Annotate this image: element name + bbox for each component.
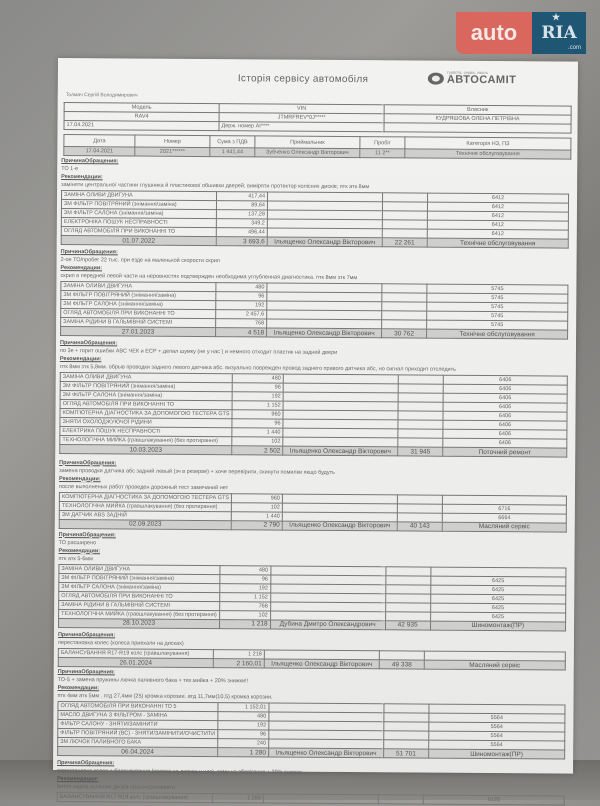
item-price: 349,2 — [216, 219, 267, 228]
item-name: ЗМ ФІЛЬТР САЛОНА (знімання/заміна) — [59, 582, 220, 592]
visit-category: Технічне обслуговування — [427, 238, 568, 248]
item-name: ТЕХНОЛОГІЧНА МИЙКА (гравшлакування) (без протирання) — [60, 436, 232, 446]
visit-date: 06.04.2024 — [58, 747, 218, 757]
table-row — [57, 793, 564, 806]
item-code: 6406 — [443, 438, 567, 448]
recommendation-label: Рекомендации: — [59, 356, 102, 363]
visit-reason: ТО расширено — [58, 539, 97, 546]
visit-sum: 3 693,6 — [216, 237, 267, 246]
item-price: 1 152 — [219, 592, 270, 601]
visit-reason: перестановка колес (колеса приехали на дисках) — [57, 640, 184, 647]
brand-tagline: турбота, сервіс, якість — [446, 69, 489, 76]
visit-recommendation: после выполненых работ проведен дорожный тест замечаний нет — [58, 483, 229, 491]
visit-sum: 2 502 — [232, 446, 283, 455]
col-receiver: Приймальник — [255, 136, 360, 149]
item-name: ЗАМІНА ОЛИВИ ДВИГУНА — [62, 191, 217, 201]
visit-reason: 2-ое ТО/пробег 22 тыс. при езде на маленькой скорости скрип — [60, 257, 220, 265]
info-value-vin: JTMRFREV*0J***** — [219, 113, 384, 123]
visit-sum: 2 160,01 — [213, 659, 264, 668]
visit-receiver: Ільященко Олександр Вікторович — [267, 237, 382, 247]
item-code: 6425 — [430, 585, 565, 595]
recommendation-label: Рекомендации: — [56, 776, 99, 783]
info-header-model: Модель — [64, 103, 219, 113]
col-category: Категорія НЗ, ПЗ — [405, 137, 571, 150]
visit-mileage: 49 338 — [379, 660, 424, 669]
item-price: 1 440 — [231, 511, 282, 520]
item-price: 480 — [216, 283, 267, 292]
info-header-owner: Власник — [384, 105, 571, 115]
visit-mileage: 42 935 — [385, 620, 430, 629]
visit-recommendation: птк 4мм атк 5мм . птд 27,4мм (25) кромка корозии. атд 11,7мм(10,5) кромка корозии. — [57, 693, 273, 701]
item-price: 768 — [219, 601, 270, 610]
item-code: 6425 — [430, 612, 565, 622]
col-mileage: Пробіг — [360, 137, 405, 149]
visit-items-table — [60, 281, 568, 340]
item-code: 6406 — [443, 429, 567, 439]
item-code: 6716 — [442, 504, 566, 514]
item-name: БАЛАНСУВАННЯ R17-R19 колс (гравшлакування) — [58, 649, 213, 659]
item-code: 6412 — [427, 202, 568, 212]
reg-label: Держ. номер — [221, 123, 255, 130]
visit-reason: замена проводки датчика абс задний левый (зч в резерве) + хоче перевірити, скинути помилки якщо будуть — [59, 467, 336, 476]
visit-category: Шиномонтаж(ПР) — [430, 621, 565, 631]
item-price: 192 — [232, 392, 283, 401]
recommendation-label: Рекомендации: — [60, 265, 103, 272]
visit-sum: 1 218 — [219, 619, 270, 628]
reason-label: ПричинаОбращения: — [57, 632, 116, 639]
item-code: 6406 — [443, 420, 567, 430]
item-code: 5564 — [429, 722, 565, 732]
recommendation-label: Рекомендации: — [61, 174, 103, 181]
visits-header-table — [63, 134, 571, 160]
visit-reason: перестановка колес + балансування (колеса на дисках у нас), зиму на зберігання + 20% знижки — [57, 768, 302, 776]
visit-receiver: Дубина Дмитро Олександрович — [270, 619, 385, 629]
autoria-auto-text: auto — [456, 12, 532, 54]
item-code: 5745 — [427, 311, 568, 321]
visit-date: 02.09.2023 — [59, 519, 231, 529]
item-code: 6412 — [427, 229, 568, 239]
visit-reason: ТО-5 + замена пружины лючка паливного бака + тех.мийка + 20% знижки!! — [57, 677, 249, 685]
item-price: 960 — [232, 410, 283, 419]
visit-mileage: 51 701 — [383, 749, 428, 758]
visit-mileage: 22 261 — [382, 238, 427, 247]
visit-items-table — [58, 648, 566, 671]
item-price: 96 — [219, 574, 270, 583]
item-price: 96 — [218, 730, 269, 739]
visit-items-table — [59, 372, 568, 458]
col-date: Дата — [64, 135, 135, 147]
item-price: 96 — [232, 383, 283, 392]
item-name: БАЛАНСУВАННЯ R17-R19 колс (гравшлакування) — [57, 793, 212, 803]
visit-category: Масляний сервіс — [424, 660, 565, 670]
col-number: Номер — [135, 135, 210, 148]
reason-label: ПричинаОбращения: — [57, 760, 115, 767]
visit-items-table — [57, 701, 565, 760]
vehicle-info-table — [63, 102, 571, 134]
item-code: 6412 — [427, 220, 568, 230]
visit-receiver: Ільященко Олександр Вікторович — [267, 328, 382, 338]
autoria-watermark — [456, 12, 586, 54]
item-price: 192 — [218, 721, 269, 730]
visit-sum: 1 280 — [217, 748, 268, 757]
info-value-model: RAV4 — [64, 112, 219, 122]
visit-sum: 2 790 — [231, 520, 282, 529]
item-price: 89,64 — [216, 201, 267, 210]
item-code: 6406 — [443, 375, 567, 385]
item-name: ЗМ ФІЛЬТР САЛОНА (знімання/заміна) — [61, 209, 216, 219]
item-name: ОГЛЯД АВТОМОБІЛЯ ПРИ ВИКОНАННІ ТО — [61, 309, 216, 319]
info-header-vin: VIN — [219, 104, 384, 114]
autoria-com-text: .com — [567, 45, 581, 51]
reason-label: ПричинаОбращения: — [59, 340, 118, 347]
item-name: ЗАМІНА ОЛИВИ ДВИГУНА — [61, 282, 216, 292]
item-name: ФІЛЬТР ПОВІТРЯНИЙ (ВС) - ЗНЯТИ/ЗАМІНИТИ/ОЧИСТИТИ — [58, 729, 218, 739]
autoria-ria-text: RIA — [541, 23, 577, 43]
visit-receiver: Ільященко Олександр Вікторович — [283, 446, 398, 456]
visit-recommendation: скрип в передней левой части на неровностях подтвержден необходима углубленная диагностика. птк 8мм зтк 7мм — [60, 273, 358, 282]
visit-recommendation: биття задніх колісних дисків проконтролювати — [56, 784, 176, 791]
item-name: МАСЛО ДВИГУНА З ФІЛЬТРОМ - ЗАМІНА — [58, 711, 218, 721]
visit-sum: 4 518 — [216, 328, 267, 337]
item-code: 6425 — [430, 594, 565, 604]
item-price: 240 — [218, 739, 269, 748]
item-name: ЗМ ЛЮЧОК ПАЛИВНОГО БАКА — [58, 738, 218, 748]
visit-reason: ТО 1-е — [61, 166, 79, 173]
reason-label: ПричинаОбращения: — [59, 459, 117, 466]
item-name: ЗМ ФІЛЬТР ПОВІТРЯНИЙ (знімання/заміна) — [60, 382, 232, 392]
item-code: 6406 — [443, 384, 567, 394]
item-code: 5745 — [427, 320, 568, 330]
reason-label: ПричинаОбращения: — [57, 669, 115, 676]
recommendation-label: Рекомендации: — [57, 685, 100, 692]
visit-category: Поточний ремонт — [443, 447, 567, 457]
star-icon: ★ — [552, 13, 561, 23]
visit-mileage: 30 762 — [382, 329, 427, 338]
visit-date: 10.03.2023 — [60, 445, 232, 455]
item-price: 1 218 — [213, 650, 264, 659]
item-name: ТЕХНОЛОГІЧНА МИЙКА (гравшлакування) (без протирання) — [59, 609, 220, 619]
item-code: 5564 — [429, 731, 565, 741]
visit-date: 26.01.2024 — [58, 658, 213, 668]
item-name: КОМП'ЮТЕРНА ДІАГНОСТИКА ЗА ДОПОМОГОЮ ТЕСТЕРА GTS — [60, 409, 232, 419]
item-name: ФІЛЬТР САЛОНУ - ЗНЯТИ/ЗАМІНИТИ — [58, 720, 218, 730]
visit-receiver: Ільященко Олександр Вікторович — [268, 748, 383, 758]
visit-summary-row: 17.04.2021 2021****** 1 441,44 Зубченко Олександр Вікторович 11 2** Технічне обслуговування — [64, 147, 571, 160]
item-name: ЗАМІНА РІДИНИ В ГАЛЬМІВНІЙ СИСТЕМІ — [61, 318, 216, 328]
item-name: ЗМ ФІЛЬТР САЛОНА (знімання/заміна) — [61, 300, 216, 310]
visit-category: Технічне обслуговування — [427, 329, 568, 339]
service-history-document — [53, 58, 578, 804]
visit-category: Шиномонтаж(ПР) — [428, 749, 564, 759]
item-price: 102 — [219, 610, 270, 619]
item-code: 6412 — [427, 211, 568, 221]
visit-recommendation: заміняти центральної частини глушника й пластикової обшивки дверей; виміряти протектор колісних дисків; птк атк 8мм — [61, 182, 370, 191]
item-price: 2 457,6 — [216, 310, 267, 319]
first-visit-date: 17.04.2021 — [64, 121, 219, 131]
item-code: 6406 — [443, 393, 567, 403]
item-name: КОМП'ЮТЕРНА ДІАГНОСТИКА ЗА ДОПОМОГОЮ ТЕСТЕРА GTS — [59, 492, 231, 502]
reg-value: АІ**** — [255, 123, 270, 130]
item-name: ЗМ ДАТЧИК ABS ЗАДНІЙ — [59, 510, 231, 520]
item-price: 192 — [216, 301, 267, 310]
brand-name: АВТОСАМІТ — [446, 73, 517, 87]
visit-items-table — [58, 564, 566, 632]
item-name: ЗАМІНА РІДИНИ В ГАЛЬМІВНІЙ СИСТЕМІ — [59, 600, 220, 610]
item-price: 496,44 — [216, 228, 267, 237]
item-name: ЗМ ФІЛЬТР ПОВІТРЯНИЙ (знімання/заміна) — [59, 573, 220, 583]
visit-reason: по 3е + горит ошибки ABC ЧЕК и ECP + делал шумку (не у нас ) и немного отходит пластик на задней двери — [59, 348, 338, 356]
autoria-ria-block — [532, 12, 586, 54]
visit-receiver: Ільященко Олександр Вікторович — [282, 521, 397, 531]
recommendation-label: Рекомендации: — [58, 547, 101, 554]
item-price: 1 280 — [212, 794, 263, 803]
item-name: ЗМ ФІЛЬТР ПОВІТРЯНИЙ (знімання/заміна) — [61, 291, 216, 301]
item-price: 96 — [232, 419, 283, 428]
item-code: 5745 — [427, 284, 568, 294]
item-code: 6664 — [442, 513, 566, 523]
item-price: 96 — [216, 292, 267, 301]
item-price: 480 — [232, 374, 283, 383]
item-name: ОГЛЯД АВТОМОБІЛЯ ПРИ ВИКОНАННІ ТО — [60, 400, 232, 410]
item-price: 480 — [219, 565, 270, 574]
visit-date: 28.10.2023 — [59, 618, 220, 628]
item-name: ЗАМІНА ОЛИВИ ДВИГУНА — [60, 373, 232, 383]
visit-items-table — [57, 792, 565, 806]
visit-mileage: 40 143 — [397, 521, 442, 530]
recommendation-label: Рекомендации: — [59, 475, 101, 482]
visit-items-table — [61, 190, 569, 249]
item-price: 417,44 — [217, 192, 268, 201]
service-brand-logo — [428, 71, 517, 87]
item-price: 102 — [232, 437, 283, 446]
item-price: 1 152,01 — [218, 703, 269, 712]
reason-label: ПричинаОбращения: — [58, 531, 116, 538]
item-name: ЗНЯТИ ОХОЛОДЖУЮЧОЇ РІДИНИ — [60, 418, 232, 428]
item-price: 137,28 — [216, 210, 267, 219]
item-code: 5745 — [427, 302, 568, 312]
item-name: ОГЛЯД АВТОМОБІЛЯ ПРИ ВИКОНАННІ ТО 5 — [58, 702, 218, 712]
item-name: ЕЛЕКТРИКА ПОШУК НЕСПРАВНОСТІ — [60, 427, 232, 437]
item-price: 480 — [218, 712, 269, 721]
brand-swoosh-icon — [428, 72, 444, 84]
item-code: 6412 — [428, 193, 569, 203]
item-price: 960 — [231, 493, 282, 502]
reg-number — [219, 122, 384, 132]
visit-category: Масляний сервіс — [442, 522, 566, 532]
document-title: Історія сервісу автомобіля — [237, 73, 369, 86]
item-price: 768 — [216, 319, 267, 328]
item-code: 6120 — [423, 795, 564, 805]
item-name: ЗАМІНА ОЛИВИ ДВИГУНА — [59, 564, 220, 574]
visit-recommendation: птк атк 5-6мм — [58, 555, 93, 562]
visit-receiver: Ільященко Олександр Вікторович — [264, 659, 379, 669]
item-code: 5564 — [429, 713, 565, 723]
visit-date: 27.01.2023 — [61, 327, 216, 337]
visit-mileage: 31 945 — [398, 447, 443, 456]
visit-date: 01.07.2022 — [61, 236, 216, 246]
item-name: ТЕХНОЛОГІЧНА МИЙКА (гравшлакування) (без протирання) — [59, 501, 231, 511]
item-name: ЕЛЕКТРОНІКА ПОШУК НЕСПРАВНОСТІ — [61, 218, 216, 228]
info-value-owner: КУДРЯШОВА ОЛЕНА ПЕТРІВНА — [384, 114, 571, 124]
item-name: ОГЛЯД АВТОМОБІЛЯ ПРИ ВИКОНАННІ ТО — [61, 227, 216, 237]
reason-label: ПричинаОбращения: — [61, 158, 119, 165]
item-name: ОГЛЯД АВТОМОБІЛЯ ПРИ ВИКОНАННІ ТО — [59, 591, 220, 601]
item-price: 192 — [219, 583, 270, 592]
item-code: 6425 — [430, 576, 565, 586]
visit-items-table — [59, 492, 567, 533]
item-price: 1 152 — [232, 401, 283, 410]
item-name: ЗМ ФІЛЬТР ПОВІТРЯНИЙ (знімання/заміна) — [61, 200, 216, 210]
reason-label: ПричинаОбращения: — [60, 249, 118, 256]
item-code: 5745 — [427, 293, 568, 303]
item-code: 6406 — [443, 402, 567, 412]
item-code: 6425 — [430, 603, 565, 613]
visit-recommendation: птк 8мм зтк 5,8мм. обрыв проводки заднего левого датчика абс. визуально поврежден провод заднего правого датчика абс, но сигнал приходит отследить — [59, 364, 457, 373]
item-code: 6406 — [443, 411, 567, 421]
item-code: 5564 — [429, 740, 565, 750]
item-price: 102 — [231, 502, 282, 511]
col-sum: Сума з ПДВ — [210, 136, 255, 148]
item-name: ЗМ ФІЛЬТР САЛОНА (знімання/заміна) — [60, 391, 232, 401]
item-price: 1 440 — [232, 428, 283, 437]
client-name: Толмач Сергій Володимирович — [65, 92, 138, 99]
